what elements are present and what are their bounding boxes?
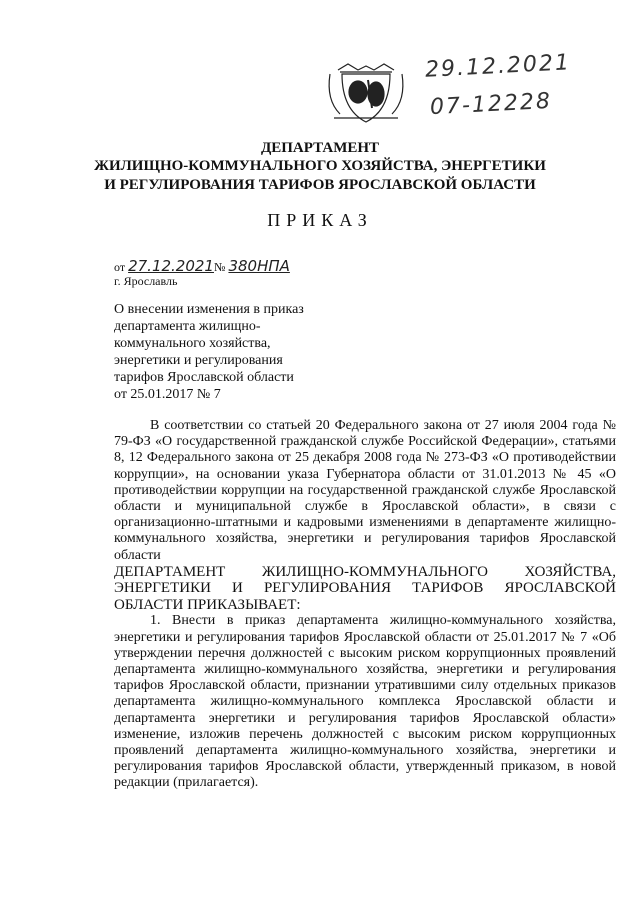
order-date-prefix: от — [114, 260, 126, 274]
department-header-line3: И РЕГУЛИРОВАНИЯ ТАРИФОВ ЯРОСЛАВСКОЙ ОБЛАСТИ — [104, 177, 536, 193]
subject-line: от 25.01.2017 № 7 — [114, 387, 221, 402]
department-header-line2: ЖИЛИЩНО-КОММУНАЛЬНОГО ХОЗЯЙСТВА, ЭНЕРГЕТИКИ — [94, 158, 546, 174]
coat-of-arms-emblem — [318, 60, 414, 128]
stamp-number-handwritten: 07-12228 — [429, 88, 553, 121]
subject-line: коммунального хозяйства, — [114, 336, 271, 351]
order-date-handwritten: 27.12.2021 — [128, 257, 214, 275]
subject-line: энергетики и регулирования — [114, 353, 283, 368]
preamble-paragraph: В соответствии со статьей 20 Федерального закона от 27 июля 2004 года № 79-ФЗ «О государственной гражданской службе Российской Федерации», статьями 8, 12 Федерального закона от 25 декабря 2008 года № 273-ФЗ «О противодействии коррупции», на основании указа Губернатора области от 31.01.2013 № 45 «О противодействии коррупции на государственной гражданской службе Ярославской области и муниципальной службе в Ярославской области», в связи с организационно-штатными и кадровыми изменениями в департаменте жилищно-коммунального хозяйства, энергетики и регулирования тарифов Ярославской области — [114, 418, 616, 563]
document-title: ПРИКАЗ — [267, 210, 373, 230]
order-number-sign: № — [213, 260, 226, 274]
order-subject — [114, 301, 334, 403]
city-label: г. Ярославль — [114, 274, 178, 288]
subject-line: О внесении изменения в приказ — [114, 302, 304, 317]
subject-line: тарифов Ярославской области — [114, 370, 294, 385]
document-body — [114, 418, 616, 792]
order-number-handwritten: 380НПА — [228, 257, 290, 275]
order-item-1: 1. Внести в приказ департамента жилищно-коммунального хозяйства, энергетики и регулирования тарифов Ярославской области от 25.01.2017 № 7 «Об утверждении перечня должностей с высоким риском коррупционных проявлений департамента жилищно-коммунального хозяйства, энергетики и регулирования тарифов Ярославской области, признании утратившими силу отдельных приказов департамента жилищно-коммунального комплекса Ярославской области и департамента энергетики и регулирования тарифов Ярославской области» изменение, изложив перечень должностей с высоким риском коррупционных проявлений департамента жилищно-коммунального хозяйства, энергетики и регулирования тарифов Ярославской области, утвержденный приказом, в новой редакции (прилагается). — [114, 613, 616, 791]
decree-statement: ДЕПАРТАМЕНТ ЖИЛИЩНО-КОММУНАЛЬНОГО ХОЗЯЙСТВА, ЭНЕРГЕТИКИ И РЕГУЛИРОВАНИЯ ТАРИФОВ ЯРОСЛАВСКОЙ ОБЛАСТИ ПРИКАЗЫВАЕТ: — [114, 563, 616, 613]
department-header-line1: ДЕПАРТАМЕНТ — [260, 140, 380, 156]
stamp-date-handwritten: 29.12.2021 — [424, 50, 572, 83]
order-date-number — [114, 257, 290, 275]
subject-line: департамента жилищно- — [114, 319, 261, 334]
